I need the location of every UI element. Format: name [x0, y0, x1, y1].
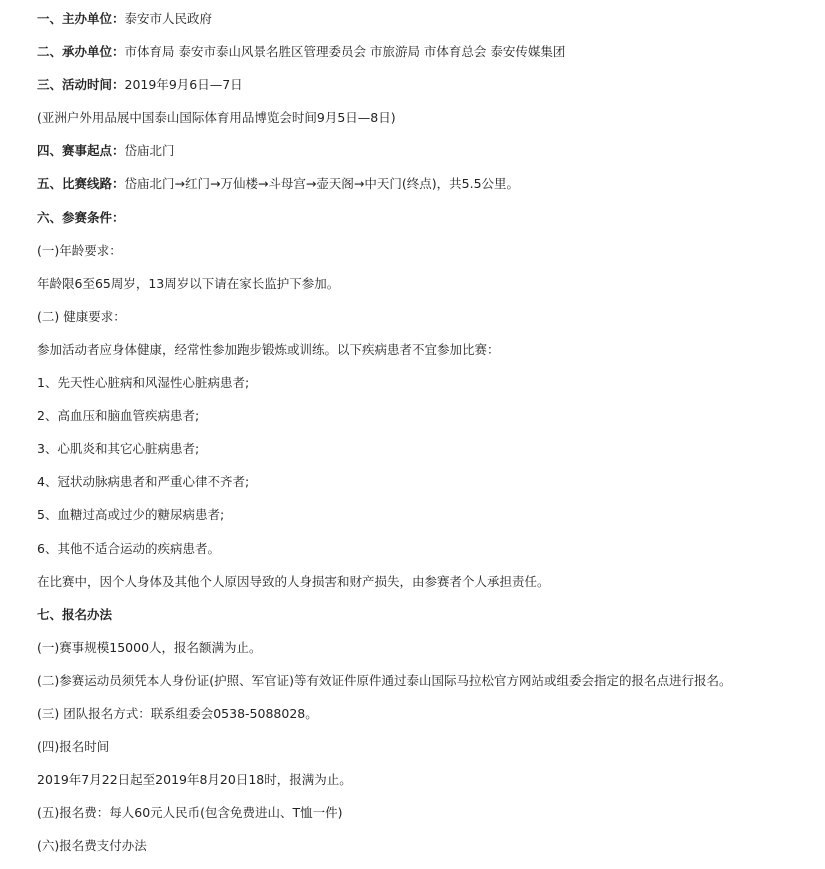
info-line-route — [37, 174, 817, 207]
line-text: (二)参赛运动员须凭本人身份证(护照、军官证)等有效证件原件通过泰山国际马拉松官方网站或组委会指定的报名点进行报名。 — [37, 672, 732, 688]
paragraph-team-registration — [37, 704, 817, 737]
subheading-registration-time — [37, 737, 817, 770]
line-label: 六、参赛条件： — [37, 209, 125, 225]
line-text: (六)报名费支付办法 — [37, 838, 147, 854]
line-text: 在比赛中，因个人身体及其他个人原因导致的人身损害和财产损失，由参赛者个人承担责任。 — [37, 573, 550, 589]
line-text: 4、冠状动脉病患者和严重心律不齐者; — [37, 474, 250, 490]
list-item — [37, 439, 817, 472]
paragraph-registration-fee — [37, 803, 817, 836]
info-line-undertaker — [37, 42, 817, 75]
paragraph-liability — [37, 572, 817, 605]
section-heading-conditions — [37, 208, 817, 241]
list-item — [37, 472, 817, 505]
line-text: 6、其他不适合运动的疾病患者。 — [37, 540, 220, 556]
list-item — [37, 505, 817, 538]
line-text: 5、血糖过高或过少的糖尿病患者; — [37, 507, 225, 523]
list-item — [37, 539, 817, 572]
line-label: 五、比赛线路： — [37, 176, 125, 192]
line-label: 三、活动时间： — [37, 77, 125, 93]
line-label: 一、主办单位： — [37, 11, 125, 26]
line-text: (亚洲户外用品展中国泰山国际体育用品博览会时间9月5日—8日) — [37, 110, 396, 126]
line-text: 2019年7月22日起至2019年8月20日18时，报满为止。 — [37, 772, 352, 788]
paragraph-health — [37, 340, 817, 373]
line-text: (四)报名时间 — [37, 739, 110, 755]
line-text: 1、先天性心脏病和风湿性心脏病患者; — [37, 375, 250, 391]
line-text: (三) 团队报名方式：联系组委会0538-5088028。 — [37, 705, 318, 721]
paragraph-age — [37, 274, 817, 307]
line-text: (一)年龄要求： — [37, 242, 122, 258]
subheading-health — [37, 307, 817, 340]
section-heading-registration — [37, 605, 817, 638]
line-label: 七、报名办法 — [37, 606, 113, 622]
article-body — [37, 9, 817, 869]
line-text: 3、心肌炎和其它心脏病患者; — [37, 441, 200, 457]
line-text: 年龄限6至65周岁，13周岁以下请在家长监护下参加。 — [37, 275, 340, 291]
subheading-payment-method — [37, 836, 817, 869]
line-text: 2、高血压和脑血管疾病患者; — [37, 408, 200, 424]
paragraph-id-requirement — [37, 671, 817, 704]
info-line-organizer — [37, 9, 817, 42]
line-text: (一)赛事规模15000人，报名额满为止。 — [37, 639, 262, 655]
info-line-event-time — [37, 75, 817, 108]
line-text: 泰安市人民政府 — [124, 11, 213, 26]
line-label: 二、承办单位： — [37, 44, 125, 60]
info-line-expo-note — [37, 108, 817, 141]
info-line-start-point — [37, 141, 817, 174]
line-text: 岱庙北门→红门→万仙楼→斗母宫→壶天阁→中天门(终点)，共5.5公里。 — [124, 176, 520, 192]
list-item — [37, 373, 817, 406]
line-text: (五)报名费：每人60元人民币(包含免费进山、T恤一件) — [37, 805, 343, 821]
line-text: 2019年9月6日—7日 — [124, 77, 243, 93]
paragraph-registration-dates — [37, 770, 817, 803]
paragraph-scale — [37, 638, 817, 671]
line-label: 四、赛事起点： — [37, 143, 125, 159]
line-text: 参加活动者应身体健康，经常性参加跑步锻炼或训练。以下疾病患者不宜参加比赛： — [37, 341, 500, 357]
line-text: 市体育局 泰安市泰山风景名胜区管理委员会 市旅游局 市体育总会 泰安传媒集团 — [124, 44, 566, 60]
list-item — [37, 406, 817, 439]
line-text: (二) 健康要求： — [37, 308, 126, 324]
line-text: 岱庙北门 — [124, 143, 175, 159]
subheading-age — [37, 241, 817, 274]
